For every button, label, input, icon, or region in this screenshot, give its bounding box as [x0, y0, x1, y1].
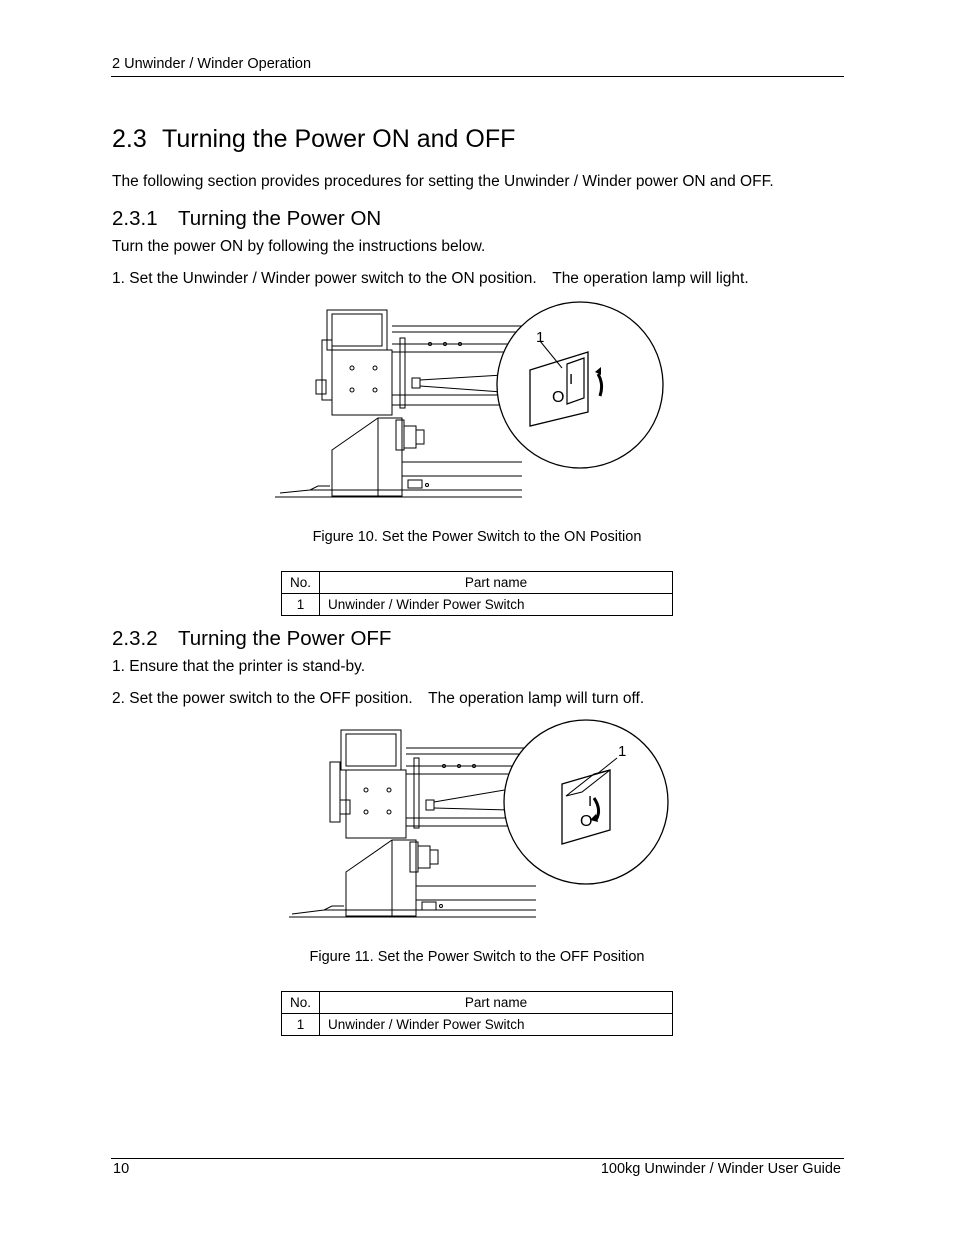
subsection-heading-power-on: [112, 207, 381, 231]
parts-table: [281, 571, 673, 616]
header-no: No.: [282, 572, 320, 594]
footer-rule: [111, 1158, 844, 1159]
switch-off-symbol: O: [552, 389, 565, 406]
header-no: No.: [282, 992, 320, 1014]
callout-label: 1: [618, 743, 627, 760]
table-header-row: [282, 572, 673, 594]
header-part-name: Part name: [320, 992, 673, 1014]
parts-table: [281, 991, 673, 1036]
power-off-step-1: 1. Ensure that the printer is stand-by.: [112, 658, 366, 675]
section-number: 2.3: [112, 125, 147, 153]
subsection-number: 2.3.1: [112, 207, 158, 230]
power-on-lead: Turn the power ON by following the instructions below.: [112, 238, 486, 255]
figure-caption: Figure 11. Set the Power Switch to the OFF Position: [309, 949, 645, 965]
section-title: Turning the Power ON and OFF: [162, 125, 516, 153]
document-title: 100kg Unwinder / Winder User Guide: [600, 1161, 841, 1177]
switch-closeup: [497, 302, 663, 468]
section-intro: The following section provides procedures for setting the Unwinder / Winder power ON and OFF.: [112, 173, 774, 190]
switch-closeup: [504, 720, 668, 884]
section-heading: [112, 125, 515, 154]
table-header-row: [282, 992, 673, 1014]
winder-machine-illustration: [289, 730, 536, 917]
header-part-name: Part name: [320, 572, 673, 594]
switch-off-symbol: O: [580, 813, 593, 830]
winder-machine-illustration: [275, 310, 522, 497]
subsection-title: Turning the Power ON: [178, 207, 382, 230]
running-header: 2 Unwinder / Winder Operation: [112, 56, 312, 72]
subsection-number: 2.3.2: [112, 627, 158, 650]
table-row: [282, 594, 673, 616]
callout-label: 1: [536, 329, 545, 346]
switch-on-symbol: I: [588, 793, 593, 810]
table-row: [282, 1014, 673, 1036]
power-off-step-2: 2. Set the power switch to the OFF position. The operation lamp will turn off.: [112, 690, 645, 707]
figure-power-switch-on: [270, 300, 670, 505]
power-on-step-1: 1. Set the Unwinder / Winder power switch to the ON position. The operation lamp will light.: [112, 270, 749, 287]
row-no: 1: [282, 1014, 320, 1036]
figure-power-switch-off: [284, 722, 684, 927]
row-part-name: Unwinder / Winder Power Switch: [320, 1014, 673, 1036]
switch-on-symbol: I: [569, 371, 574, 388]
header-rule: [111, 76, 844, 77]
row-no: 1: [282, 594, 320, 616]
subsection-title: Turning the Power OFF: [178, 627, 392, 650]
subsection-heading-power-off: [112, 627, 391, 651]
page-number: 10: [113, 1161, 130, 1177]
row-part-name: Unwinder / Winder Power Switch: [320, 594, 673, 616]
figure-caption: Figure 10. Set the Power Switch to the ON Position: [312, 529, 642, 545]
